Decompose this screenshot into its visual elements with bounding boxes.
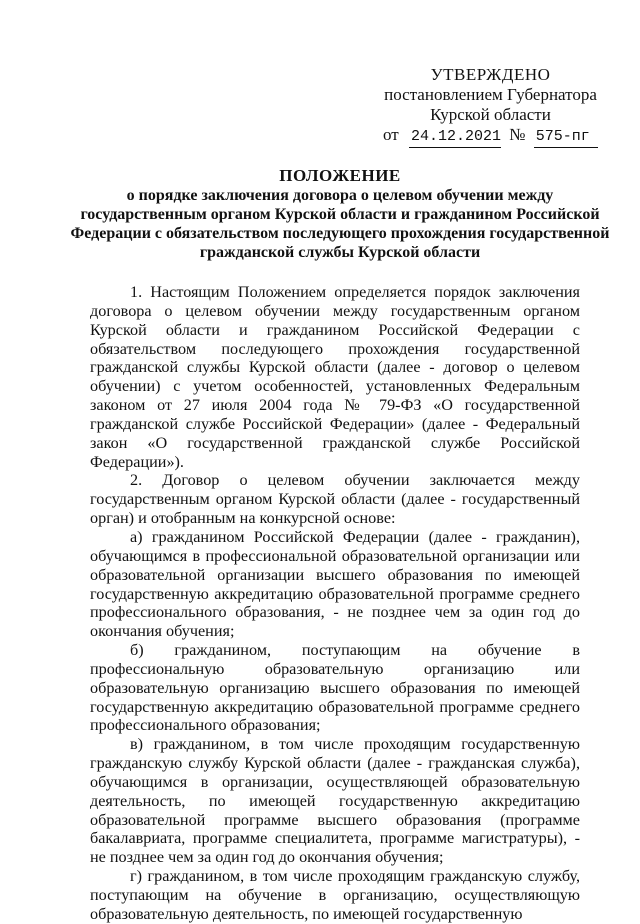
approval-date: 24.12.2021	[409, 127, 501, 148]
approval-number-sign: №	[509, 125, 526, 144]
document-title	[70, 166, 610, 262]
paragraph-2d: г) гражданином, в том числе проходящим гражданскую службу, поступающим на обучение в организацию, осуществляющую образовательную деятельность, по имеющей государственную	[90, 867, 580, 923]
paragraph-2a: а) гражданином Российской Федерации (далее - гражданин), обучающимся в профессиональной образовательной организации или образовательной организации высшего образования по имеющей государственную аккредитацию образовательной программе среднего профессионального образования, - не позднее чем за один год до окончания обучения;	[90, 527, 580, 641]
approval-line-1: постановлением Губернатора	[384, 85, 597, 104]
approval-date-line	[383, 125, 598, 148]
document-body	[90, 283, 580, 924]
paragraph-2c: в) гражданином, в том числе проходящим государственную гражданскую службу Курской области (далее - гражданская служба), обучающимся в организации, осуществляющей образовательную деятельность, по имеющей государственную аккредитацию образовательной программе высшего образования (программе бакалавриата, программе специалитета, программе магистратуры), - не позднее чем за один год до окончания обучения;	[90, 735, 580, 867]
paragraph-2: 2. Договор о целевом обучении заключается между государственным органом Курской области (далее - государственный орган) и отобранным на конкурсной основе:	[90, 471, 580, 528]
title-subtitle: о порядке заключения договора о целевом обучении между государственным органом Курской области и гражданином Российской Федерации с обязательством последующего прохождения государственной гражданской службы Курской области	[70, 187, 610, 261]
paragraph-1: 1. Настоящим Положением определяется порядок заключения договора о целевом обучении между государственным органом Курской области и гражданином Российской Федерации с обязательством последующего прохождения государственной гражданской службы Курской области (далее - договор о целевом обучении) с учетом особенностей, установленных Федеральным законом от 27 июля 2004 года № 79-ФЗ «О государственной гражданской службе Российской Федерации» (далее - Федеральный закон «О государственной гражданской службе Российской Федерации»).	[90, 283, 580, 471]
paragraph-2b: б) гражданином, поступающим на обучение в профессиональную образовательную организацию или образовательную организацию высшего образования по имеющей государственную аккредитацию образовательной программе среднего профессионального образования;	[90, 641, 580, 735]
approval-heading: УТВЕРЖДЕНО	[430, 65, 551, 84]
approval-number: 575-пг	[534, 127, 598, 148]
approval-stamp	[383, 65, 598, 148]
approval-line-2: Курской области	[430, 105, 551, 124]
approval-date-prefix: от	[383, 125, 399, 144]
title-main: ПОЛОЖЕНИЕ	[279, 166, 401, 185]
